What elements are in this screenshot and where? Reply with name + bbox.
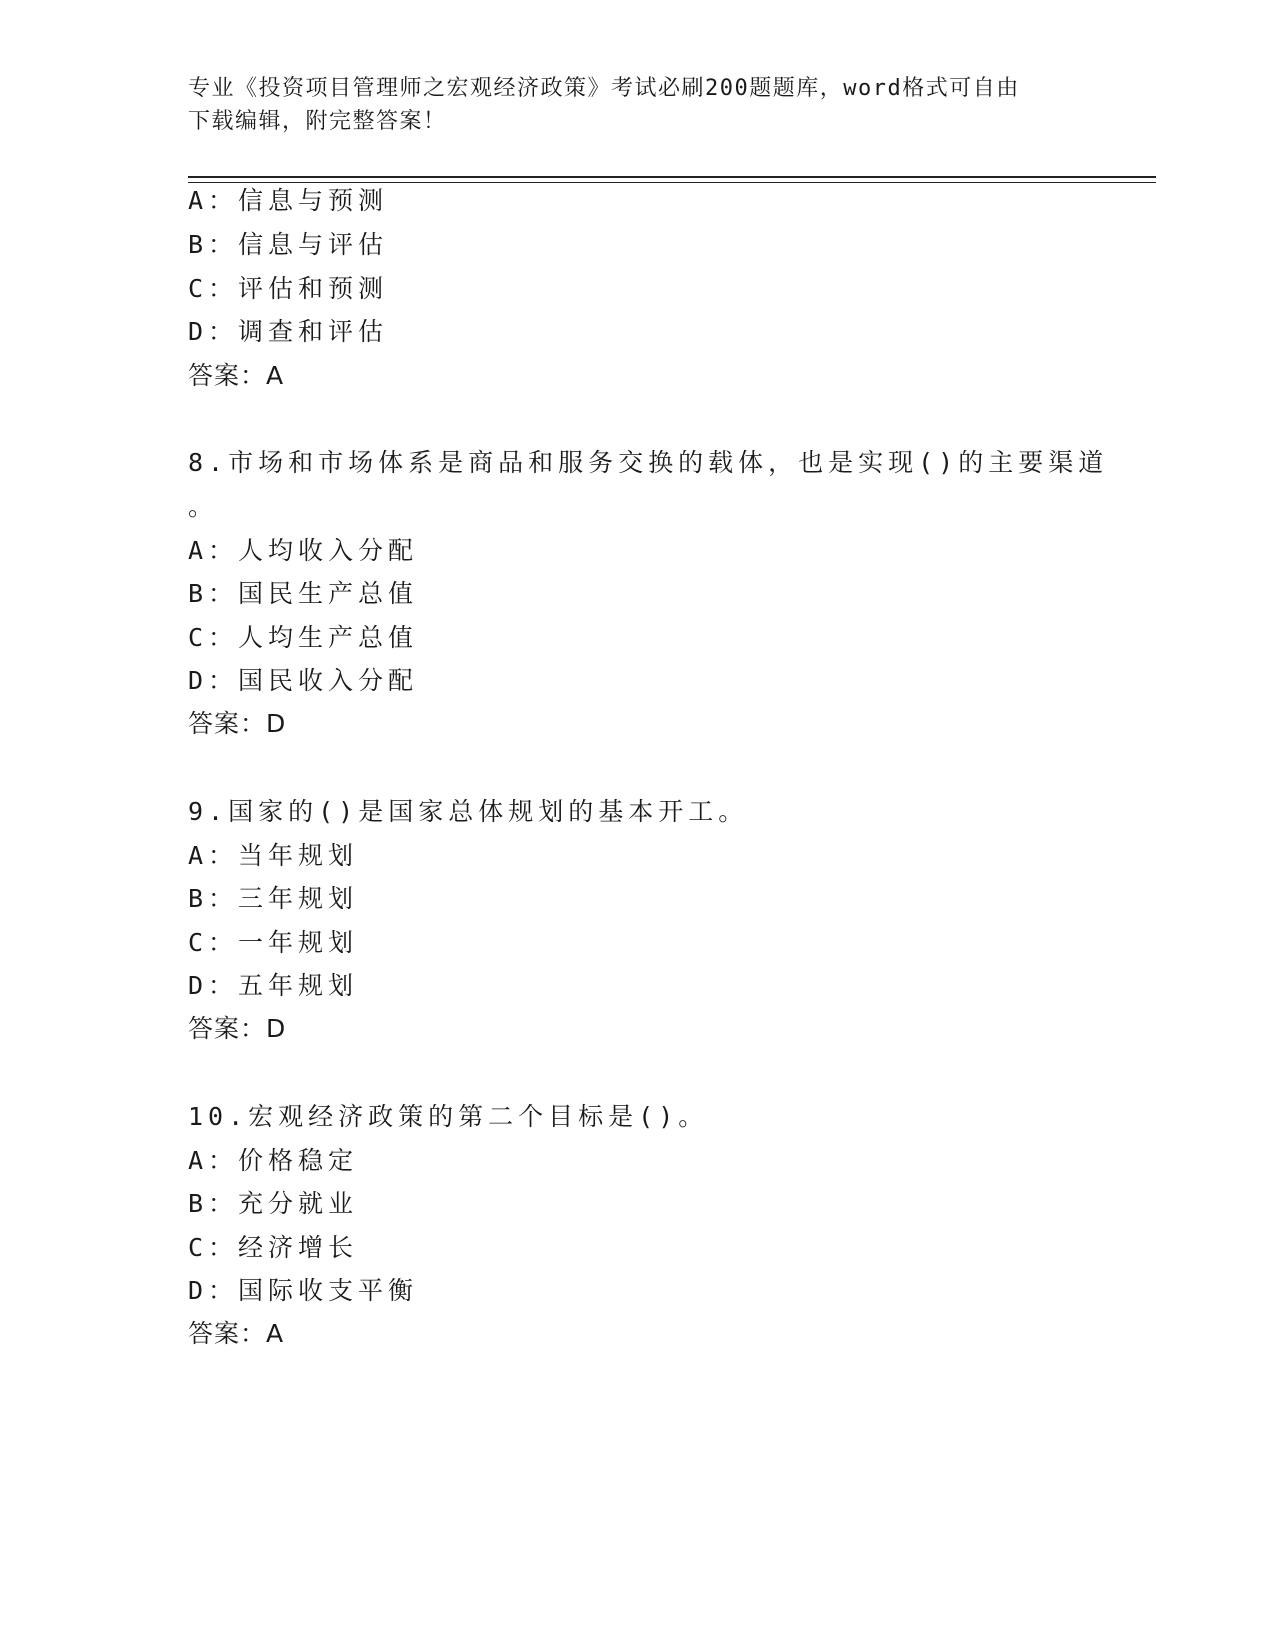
header-line-2: 下载编辑，附完整答案！ <box>188 109 447 134</box>
q10-option-c: C：经济增长 <box>188 1233 359 1262</box>
q8-option-b: B：国民生产总值 <box>188 579 419 608</box>
q9-question: 9.国家的()是国家总体规划的基本开工。 <box>188 797 749 826</box>
q8-option-a: A：人均收入分配 <box>188 536 419 565</box>
q8-answer: 答案：D <box>188 709 287 738</box>
q8-question-line-2: 。 <box>188 492 219 521</box>
q8-option-d: D：国民收入分配 <box>188 666 419 695</box>
q7-option-c: C：评估和预测 <box>188 274 389 303</box>
q7-option-b: B：信息与评估 <box>188 230 389 259</box>
document-header <box>188 72 1068 138</box>
q10-option-b: B：充分就业 <box>188 1189 359 1218</box>
q9-option-a: A：当年规划 <box>188 841 359 870</box>
q9-option-b: B：三年规划 <box>188 884 359 913</box>
header-rule-bottom <box>188 182 1156 183</box>
q10-option-a: A：价格稳定 <box>188 1146 359 1175</box>
q7-option-d: D：调查和评估 <box>188 317 389 346</box>
q8-option-c: C：人均生产总值 <box>188 623 419 652</box>
header-rule-top <box>188 176 1156 178</box>
q7-option-a: A：信息与预测 <box>188 186 389 215</box>
q8-question-line-1: 8.市场和市场体系是商品和服务交换的载体，也是实现()的主要渠道 <box>188 448 1109 477</box>
header-line-1: 专业《投资项目管理师之宏观经济政策》考试必刷200题题库，word格式可自由 <box>188 76 1020 101</box>
q9-option-d: D：五年规划 <box>188 971 359 1000</box>
q10-option-d: D：国际收支平衡 <box>188 1276 419 1305</box>
q10-answer: 答案：A <box>188 1319 285 1348</box>
q7-answer: 答案：A <box>188 361 285 390</box>
q10-question: 10.宏观经济政策的第二个目标是()。 <box>188 1102 709 1131</box>
q9-option-c: C：一年规划 <box>188 928 359 957</box>
q9-answer: 答案：D <box>188 1014 287 1043</box>
